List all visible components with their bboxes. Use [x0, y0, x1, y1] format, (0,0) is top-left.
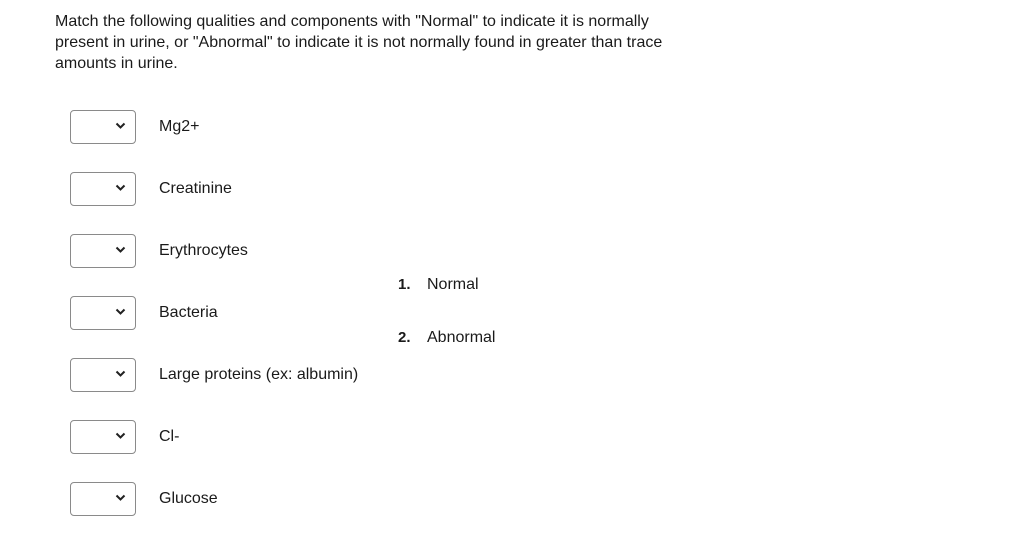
option-label: Abnormal — [427, 329, 496, 346]
match-dropdown-mg2[interactable] — [70, 110, 136, 144]
match-dropdown-bacteria[interactable] — [70, 296, 136, 330]
chevron-down-icon — [115, 184, 126, 192]
match-row-glucose — [70, 482, 400, 520]
match-dropdown-glucose[interactable] — [70, 482, 136, 516]
match-item-label: Erythrocytes — [159, 242, 248, 259]
chevron-down-icon — [115, 246, 126, 254]
option-number: 1. — [398, 276, 411, 293]
match-row-erythrocytes — [70, 234, 400, 272]
match-dropdown-erythrocytes[interactable] — [70, 234, 136, 268]
match-row-cl — [70, 420, 400, 458]
answer-option-normal — [398, 276, 479, 294]
chevron-down-icon — [115, 308, 126, 316]
match-row-creatinine — [70, 172, 400, 210]
chevron-down-icon — [115, 122, 126, 130]
match-item-label: Bacteria — [159, 304, 218, 321]
option-number: 2. — [398, 329, 411, 346]
match-item-label: Cl- — [159, 428, 180, 445]
match-item-label: Mg2+ — [159, 118, 200, 135]
match-dropdown-large-proteins[interactable] — [70, 358, 136, 392]
match-dropdown-cl[interactable] — [70, 420, 136, 454]
option-label: Normal — [427, 276, 479, 293]
match-row-large-proteins — [70, 358, 400, 396]
match-item-label: Creatinine — [159, 180, 232, 197]
chevron-down-icon — [115, 370, 126, 378]
match-item-label: Large proteins (ex: albumin) — [159, 366, 359, 383]
match-dropdown-creatinine[interactable] — [70, 172, 136, 206]
match-item-label: Glucose — [159, 490, 218, 507]
chevron-down-icon — [115, 494, 126, 502]
match-row-bacteria — [70, 296, 400, 334]
answer-option-abnormal — [398, 329, 495, 347]
question-prompt: Match the following qualities and components with "Normal" to indicate it is normally present in urine, or "Abnormal" to indicate it is not normally found in greater than trace amounts in urine. — [55, 13, 663, 72]
chevron-down-icon — [115, 432, 126, 440]
match-row-mg2 — [70, 110, 400, 148]
